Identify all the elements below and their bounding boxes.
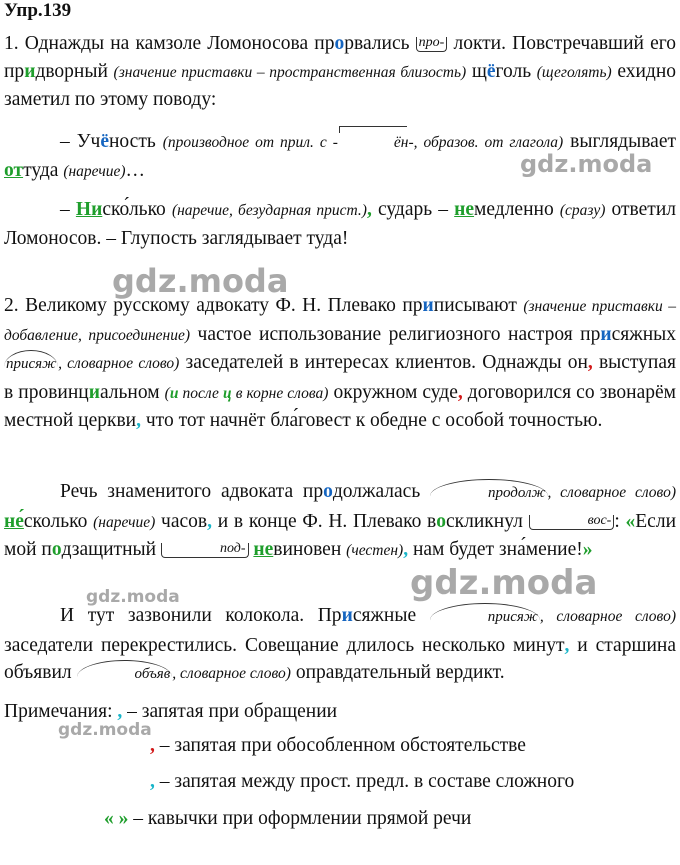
- text: локти. Повстречавший его пр: [4, 33, 677, 82]
- highlight-comma: ,: [587, 352, 593, 373]
- note-text: – запятая при обособленном обстоятельстве: [154, 735, 526, 756]
- text: договорился со звонарём местной церкви: [4, 381, 676, 431]
- comment: (сразу): [559, 202, 606, 219]
- comment: (значение приставки – пространственная близость): [113, 63, 467, 81]
- text: сколько: [23, 510, 94, 532]
- notes-line-4: [104, 805, 471, 832]
- highlight-comma: ,: [564, 634, 570, 656]
- text: – Уч: [60, 131, 101, 152]
- comment: в корне слова): [231, 384, 329, 402]
- root-mark: объяв: [77, 660, 173, 689]
- text: частое использование религиозного настроя пр: [190, 323, 601, 345]
- text: заседателей в интересах клиентов. Однажды он: [179, 352, 588, 373]
- note-symbol: ,: [150, 771, 155, 792]
- text: 1. Однажды на камзоле Ломоносова пр: [4, 33, 335, 54]
- highlight-letter: и: [24, 60, 36, 82]
- text: голь: [495, 60, 537, 82]
- text: :: [614, 510, 626, 532]
- text: –: [60, 199, 76, 220]
- text: я: [33, 662, 43, 683]
- note-text: – запятая между прост. предл. в составе сложного: [154, 771, 575, 792]
- text: ехидно заметил по этому поводу:: [4, 60, 677, 110]
- text: сяжные: [352, 605, 430, 626]
- text: ско́лько: [102, 199, 172, 220]
- highlight-letter: и: [341, 605, 353, 626]
- watermark: gdz.moda: [112, 262, 289, 300]
- text: сяжных: [611, 323, 676, 345]
- notes-line-1: [4, 698, 337, 725]
- text: Речь знаменитого адвоката пр: [60, 481, 324, 502]
- highlight-comma: ,: [207, 510, 213, 532]
- text: дворный: [35, 60, 114, 82]
- text: ность: [109, 131, 163, 152]
- text: рвались: [344, 33, 416, 54]
- text: дзащитный: [61, 539, 161, 560]
- note-symbol: « »: [104, 808, 129, 829]
- comment: , словарное слово): [539, 608, 676, 625]
- note-symbol: ,: [117, 701, 123, 722]
- text: сударь –: [371, 199, 455, 220]
- watermark: gdz.moda: [58, 720, 152, 740]
- highlight-letter: и: [422, 295, 434, 316]
- comment: (наречие): [63, 162, 126, 180]
- text: 2. Великому русскому адвокату Ф. Н. Плевако пр: [4, 295, 423, 316]
- highlight-comma: ,: [366, 199, 372, 220]
- comment: и: [169, 384, 179, 402]
- paragraph-4: [4, 292, 676, 435]
- highlight-letter: и: [88, 381, 100, 403]
- highlight-prefix: Ни: [75, 199, 103, 220]
- text: что тот начнёт бла́говест к обедне с особой точностью.: [141, 410, 603, 431]
- highlight-letter: о: [51, 539, 62, 560]
- text: писывают: [433, 295, 524, 316]
- root-mark: присяж: [4, 350, 58, 379]
- prefix-mark: про-: [416, 37, 448, 52]
- comment: (значение приставки – добавление, присоединение): [4, 298, 676, 344]
- prefix-mark: под-: [161, 543, 249, 558]
- comment: (наречие, безударная прист.): [171, 202, 367, 219]
- highlight-comma: ,: [136, 410, 141, 431]
- highlight-letter: о: [436, 510, 447, 532]
- highlight-prefix: от: [4, 159, 24, 181]
- paragraph-1: [4, 30, 676, 114]
- highlight-letter: ё: [486, 60, 496, 82]
- comment: (наречие): [93, 513, 156, 531]
- comment: (: [164, 384, 170, 402]
- highlight-comma: ,: [403, 539, 409, 560]
- comment: после: [178, 384, 223, 402]
- text: нам будет зна́мение!: [408, 539, 583, 560]
- paragraph-5: [4, 478, 676, 565]
- watermark: gdz.moda: [410, 563, 598, 603]
- prefix-mark: вос-: [529, 515, 615, 530]
- comment: (честен): [346, 542, 404, 559]
- text: выступая в провинц: [4, 352, 676, 403]
- root-mark: продолж: [430, 479, 548, 508]
- text: окружном суде: [328, 381, 458, 403]
- text: ответил Ломоносов. – Глупость заглядывает туда!: [4, 199, 676, 249]
- highlight-quote: «: [625, 510, 636, 532]
- highlight-comma: ,: [457, 381, 463, 403]
- notes-line-3: [150, 768, 574, 795]
- comment: (производное от прил. с -: [162, 134, 338, 151]
- note-symbol: ,: [150, 735, 155, 756]
- text: Если мой п: [4, 510, 676, 560]
- text: вил: [42, 662, 77, 683]
- notes-label: Примечания:: [4, 701, 118, 722]
- note-text: – запятая при обращении: [122, 701, 338, 722]
- text: скликнул: [446, 510, 529, 532]
- watermark: gdz.moda: [520, 150, 653, 178]
- highlight-prefix: не: [253, 539, 274, 560]
- comment: (щеголять): [536, 63, 612, 81]
- text: часов: [155, 510, 208, 532]
- text: и в конце Ф. Н. Плевако в: [212, 510, 437, 532]
- text: медленно: [474, 199, 560, 220]
- text: виновен: [273, 539, 347, 560]
- comment: , словарное слово): [172, 665, 291, 682]
- text: альном: [99, 381, 165, 403]
- watermark: gdz.moda: [86, 587, 180, 607]
- highlight-letter: о: [334, 33, 345, 54]
- text: и старшина объ: [4, 634, 676, 683]
- text: туда: [23, 159, 64, 181]
- comment: ц: [223, 384, 232, 402]
- text: должалась: [332, 481, 430, 502]
- paragraph-3: [4, 196, 676, 252]
- highlight-prefix: не: [454, 199, 475, 220]
- text: заседатели перекрестились. Совещание длилось несколько минут: [4, 634, 565, 656]
- comment: , словарное слово): [547, 484, 676, 501]
- exercise-title: Упр.139: [4, 0, 72, 21]
- highlight-letter: о: [323, 481, 333, 502]
- paragraph-6: [4, 602, 676, 689]
- root-mark: присяж: [430, 603, 540, 632]
- suffix-mark: ён: [338, 129, 409, 157]
- highlight-prefix: не́: [4, 510, 24, 532]
- text: выглядывает: [563, 131, 676, 152]
- comment: , словарное слово): [58, 355, 180, 372]
- notes-line-2: [150, 732, 526, 759]
- note-text: – кавычки при оформлении прямой речи: [128, 808, 472, 829]
- text: …: [125, 159, 146, 181]
- text: щ: [466, 60, 487, 82]
- highlight-letter: и: [600, 323, 612, 345]
- highlight-letter: ё: [100, 131, 109, 152]
- highlight-quote: »: [582, 539, 593, 560]
- text: И тут зазвонили колокола. Пр: [60, 605, 342, 626]
- text: оправдательный вердикт.: [290, 662, 505, 683]
- comment: -, образов. от глагола): [408, 134, 564, 151]
